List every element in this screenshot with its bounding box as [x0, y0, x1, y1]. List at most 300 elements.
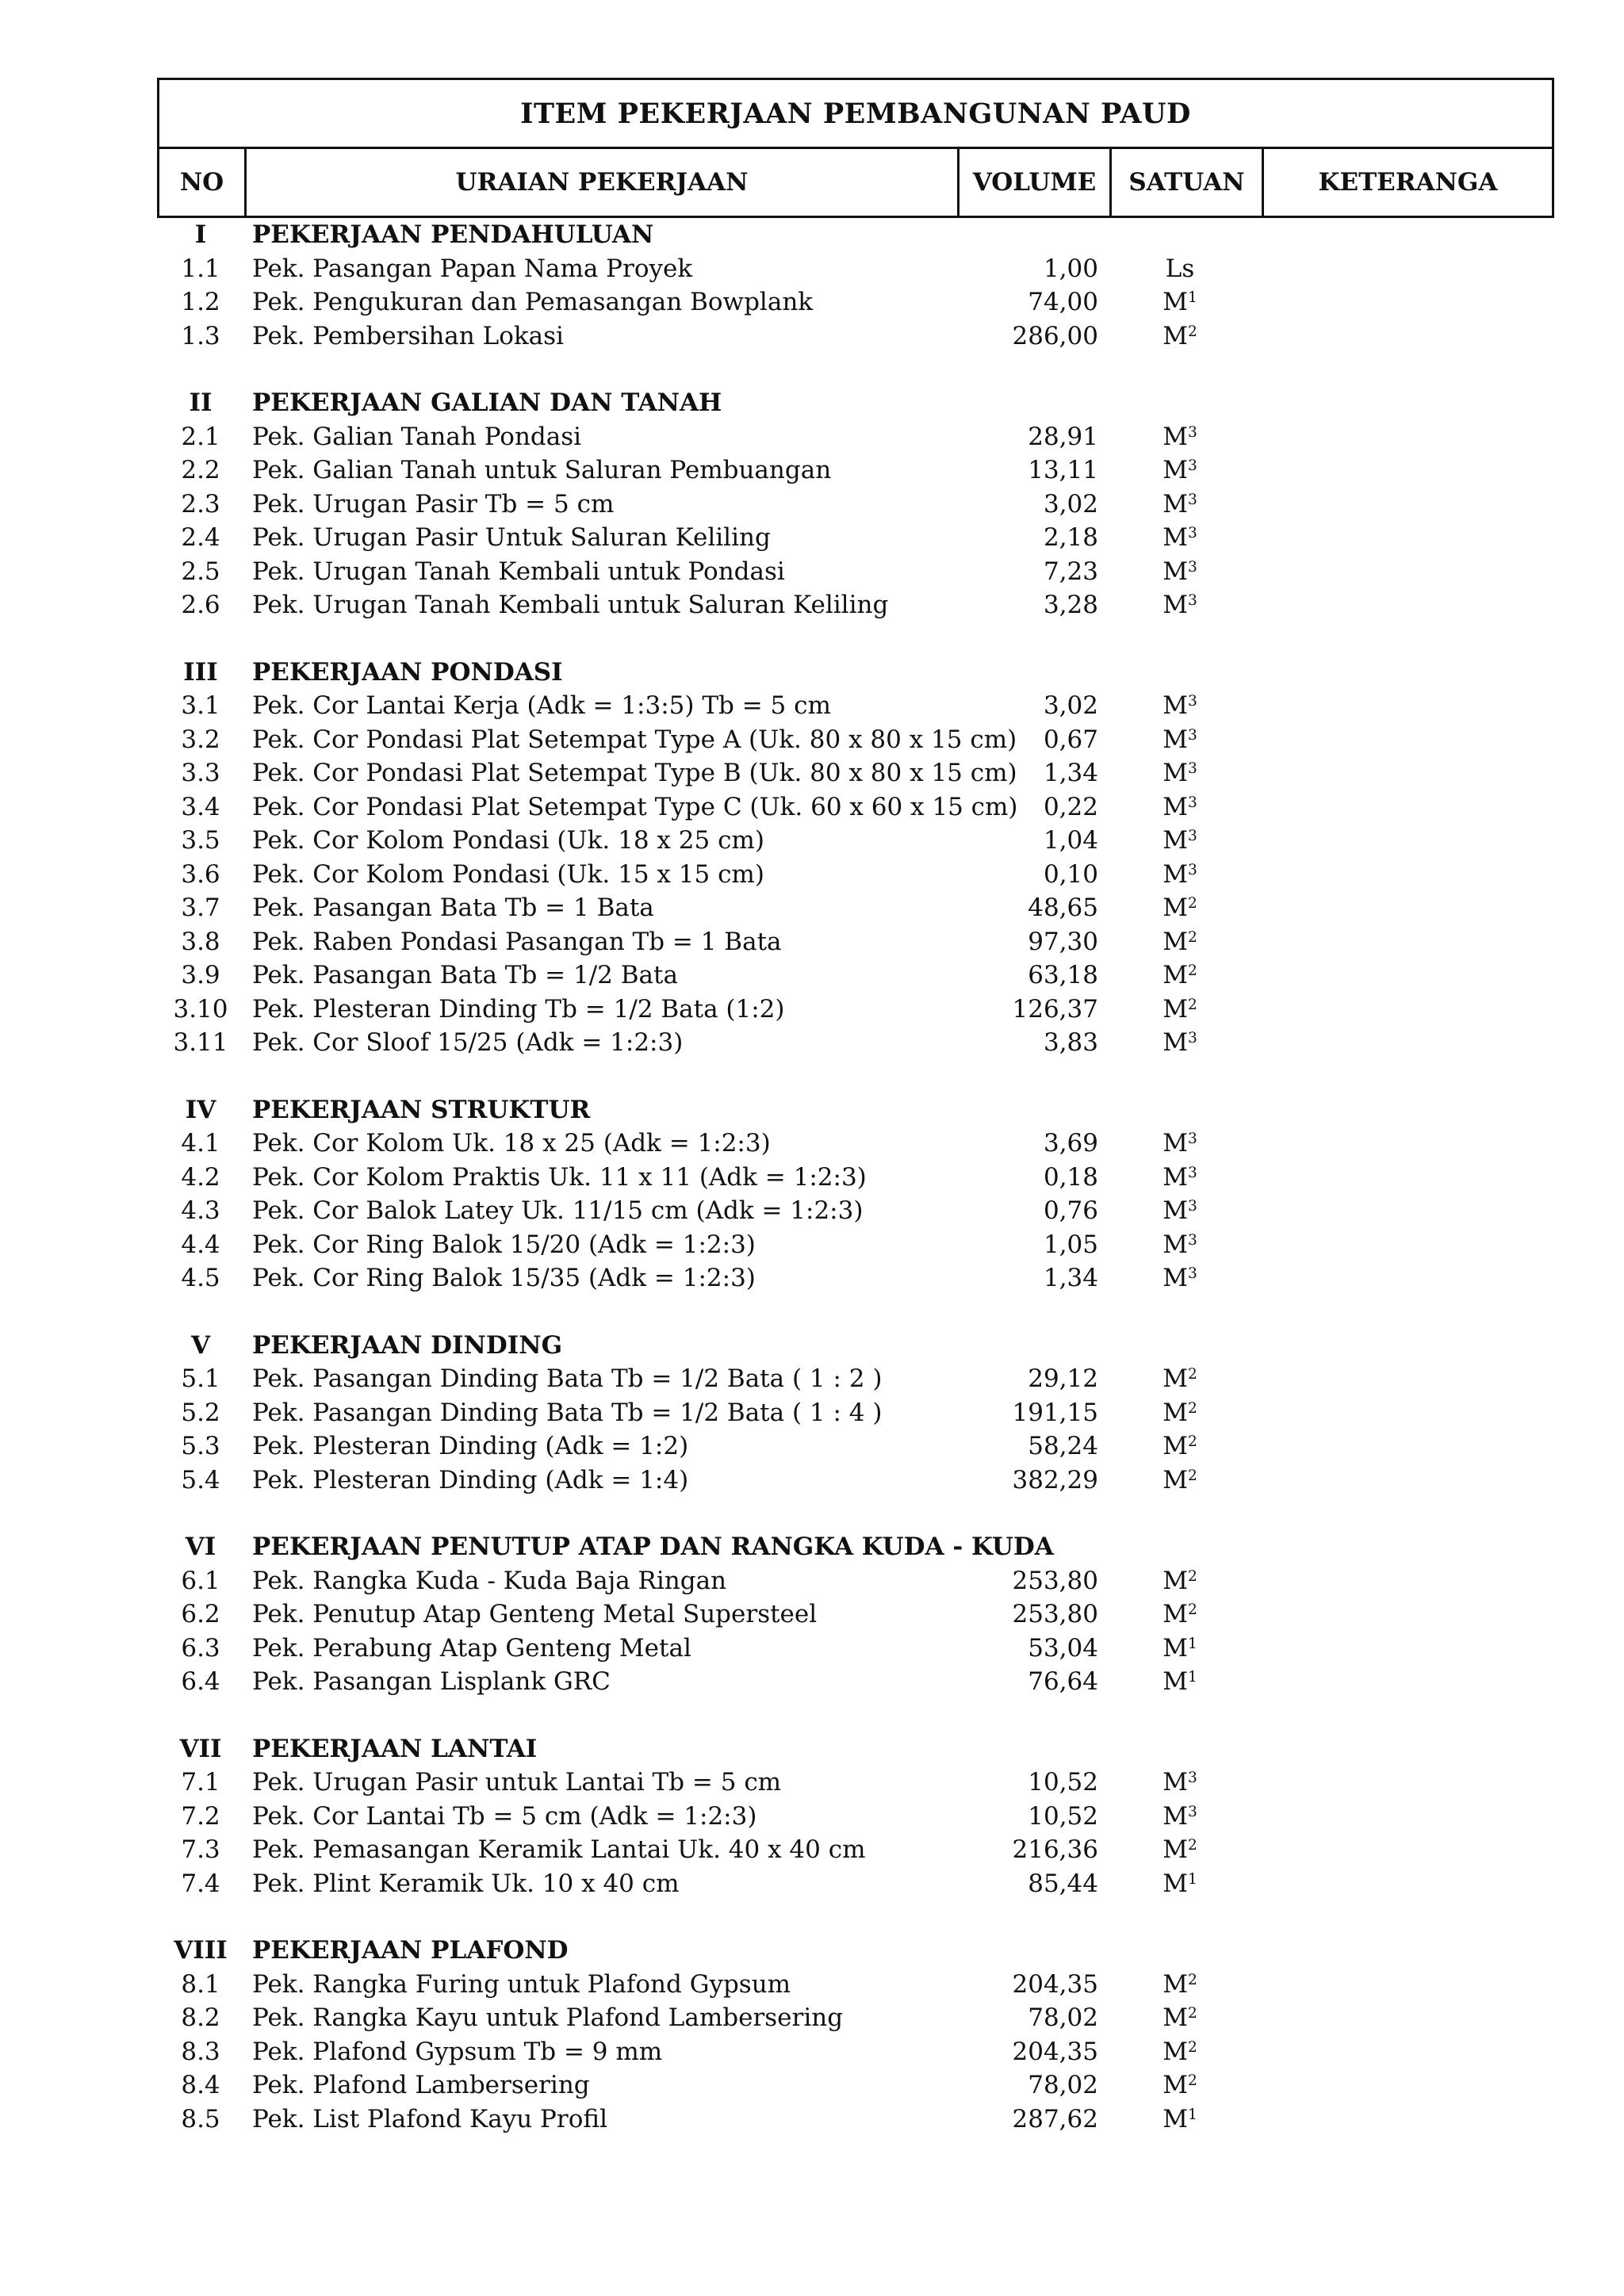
section-number: VIII: [174, 1936, 228, 1965]
item-satuan: [1098, 322, 1262, 350]
unit-exponent: 3: [1187, 1231, 1197, 1249]
unit-exponent: 2: [1187, 1601, 1197, 1619]
unit-exponent: 2: [1187, 895, 1197, 913]
unit-base: M: [1162, 2071, 1188, 2100]
item-number: 7.2: [181, 1801, 220, 1831]
unit-exponent: 2: [1187, 1567, 1197, 1585]
item-number: 2.3: [181, 489, 220, 519]
item-number: 5.2: [181, 1398, 220, 1427]
section-number: III: [183, 657, 218, 687]
header-uraian: URAIAN PEKERJAAN: [247, 149, 959, 216]
unit-base: M: [1162, 1129, 1188, 1158]
item-number: 1.1: [181, 254, 220, 283]
item-uraian: Pek. Cor Kolom Pondasi (Uk. 15 x 15 cm): [252, 859, 764, 889]
section-title: PEKERJAAN PLAFOND: [252, 1936, 569, 1965]
item-number: 4.2: [181, 1162, 220, 1192]
unit-exponent: 2: [1187, 996, 1197, 1013]
item-satuan: [1098, 456, 1262, 484]
unit-exponent: 2: [1187, 1399, 1197, 1417]
item-volume: 216,36: [1012, 1835, 1098, 1865]
unit-exponent: 2: [1187, 1467, 1197, 1484]
unit-base: M: [1162, 2104, 1188, 2133]
item-number: 4.5: [181, 1264, 220, 1293]
item-number: 5.1: [181, 1364, 220, 1394]
item-uraian: Pek. Pengukuran dan Pemasangan Bowplank: [252, 288, 814, 317]
item-satuan: [1098, 961, 1262, 989]
item-uraian: Pek. Raben Pondasi Pasangan Tb = 1 Bata: [252, 927, 782, 956]
item-volume: 0,67: [1043, 725, 1098, 754]
item-satuan: [1098, 1364, 1262, 1393]
unit-base: M: [1162, 1566, 1188, 1595]
item-uraian: Pek. Plesteran Dinding (Adk = 1:4): [252, 1465, 689, 1494]
table-row: [157, 1464, 1554, 1498]
item-satuan: [1098, 826, 1262, 855]
item-number: 3.10: [173, 994, 228, 1024]
item-uraian: Pek. Plesteran Dinding Tb = 1/2 Bata (1:2): [252, 994, 785, 1024]
item-volume: 1,00: [1043, 254, 1098, 283]
unit-base: M: [1162, 456, 1188, 485]
item-volume: 3,69: [1043, 1129, 1098, 1158]
item-volume: 382,29: [1012, 1465, 1098, 1494]
item-number: 2.1: [181, 422, 220, 451]
unit-exponent: 3: [1187, 1770, 1197, 1787]
item-uraian: Pek. Cor Ring Balok 15/20 (Adk = 1:2:3): [252, 1230, 756, 1259]
table-row: [157, 790, 1554, 825]
item-number: 6.1: [181, 1566, 220, 1595]
item-number: 3.11: [173, 1028, 228, 1058]
item-number: 8.4: [181, 2071, 220, 2100]
unit-base: Ls: [1165, 254, 1195, 283]
unit-base: M: [1162, 1230, 1188, 1259]
unit-exponent: 1: [1187, 1870, 1197, 1888]
section-title: PEKERJAAN STRUKTUR: [252, 1095, 591, 1124]
item-uraian: Pek. Plafond Lambersering: [252, 2071, 590, 2100]
item-satuan: [1098, 1634, 1262, 1663]
item-satuan: [1098, 423, 1262, 451]
table-row: [157, 858, 1554, 892]
unit-base: M: [1162, 927, 1188, 956]
unit-base: M: [1162, 1835, 1188, 1865]
item-satuan: [1098, 928, 1262, 956]
item-volume: 7,23: [1043, 557, 1098, 586]
item-satuan: [1098, 1028, 1262, 1057]
item-uraian: Pek. Cor Pondasi Plat Setempat Type C (Uk. 60 x 60 x 15 cm): [252, 792, 1018, 821]
header-no: NO: [159, 149, 247, 216]
item-volume: 0,76: [1043, 1196, 1098, 1226]
item-uraian: Pek. Cor Sloof 15/25 (Adk = 1:2:3): [252, 1028, 684, 1058]
table-row: [157, 756, 1554, 790]
unit-base: M: [1162, 1028, 1188, 1058]
unit-base: M: [1162, 2003, 1188, 2033]
unit-base: M: [1162, 557, 1188, 586]
unit-exponent: 3: [1187, 1131, 1197, 1148]
item-volume: 78,02: [1028, 2071, 1098, 2100]
item-volume: 0,22: [1043, 792, 1098, 821]
item-number: 1.2: [181, 288, 220, 317]
item-volume: 76,64: [1028, 1667, 1098, 1697]
unit-exponent: 1: [1187, 2106, 1197, 2123]
unit-exponent: 2: [1187, 962, 1197, 980]
table-header: [157, 78, 1554, 218]
table-row: [157, 1665, 1554, 1699]
section-number: II: [189, 388, 213, 418]
item-volume: 286,00: [1012, 321, 1098, 350]
unit-exponent: 3: [1187, 760, 1197, 778]
section-1: [157, 218, 1554, 353]
item-volume: 1,34: [1043, 1264, 1098, 1293]
item-number: 3.4: [181, 792, 220, 821]
item-uraian: Pek. Pasangan Lisplank GRC: [252, 1667, 611, 1697]
item-uraian: Pek. Cor Pondasi Plat Setempat Type B (Uk. 80 x 80 x 15 cm): [252, 759, 1017, 788]
unit-exponent: 3: [1187, 828, 1197, 845]
item-volume: 3,28: [1043, 591, 1098, 620]
section-title: PEKERJAAN PENDAHULUAN: [252, 220, 654, 250]
table-row: [157, 320, 1554, 354]
item-satuan: [1098, 759, 1262, 787]
item-number: 7.1: [181, 1768, 220, 1797]
item-satuan: [1098, 1163, 1262, 1192]
item-satuan: [1098, 1835, 1262, 1864]
column-headers: [159, 149, 1552, 216]
unit-exponent: 3: [1187, 1265, 1197, 1283]
table-row: [157, 1194, 1554, 1228]
unit-exponent: 1: [1187, 1669, 1197, 1686]
section-heading: [157, 1530, 1554, 1564]
item-volume: 2,18: [1043, 523, 1098, 553]
unit-base: M: [1162, 1162, 1188, 1192]
item-number: 8.5: [181, 2104, 220, 2133]
item-satuan: [1098, 2105, 1262, 2133]
item-number: 3.8: [181, 927, 220, 956]
item-satuan: [1098, 254, 1262, 283]
table-row: [157, 1261, 1554, 1295]
item-satuan: [1098, 1432, 1262, 1460]
table-row: [157, 1228, 1554, 1262]
table-row: [157, 959, 1554, 993]
unit-exponent: 3: [1187, 592, 1197, 610]
item-uraian: Pek. Pasangan Dinding Bata Tb = 1/2 Bata ( 1 : 2 ): [252, 1364, 883, 1394]
unit-exponent: 3: [1187, 693, 1197, 710]
unit-base: M: [1162, 1465, 1188, 1494]
item-volume: 0,18: [1043, 1162, 1098, 1192]
unit-base: M: [1162, 1768, 1188, 1797]
unit-base: M: [1162, 1432, 1188, 1461]
unit-exponent: 2: [1187, 323, 1197, 340]
section-5: [157, 1329, 1554, 1498]
item-uraian: Pek. Cor Balok Latey Uk. 11/15 cm (Adk = 1:2:3): [252, 1196, 864, 1226]
item-satuan: [1098, 523, 1262, 552]
item-uraian: Pek. Plesteran Dinding (Adk = 1:2): [252, 1432, 689, 1461]
item-number: 7.3: [181, 1835, 220, 1865]
unit-base: M: [1162, 725, 1188, 754]
unit-base: M: [1162, 422, 1188, 451]
table-row: [157, 1564, 1554, 1598]
table-row: [157, 521, 1554, 555]
item-volume: 3,02: [1043, 691, 1098, 721]
item-number: 2.6: [181, 591, 220, 620]
section-2: [157, 386, 1554, 622]
item-satuan: [1098, 894, 1262, 922]
unit-exponent: 3: [1187, 1803, 1197, 1820]
section-heading: [157, 386, 1554, 420]
item-volume: 3,83: [1043, 1028, 1098, 1058]
table-row: [157, 453, 1554, 488]
section-heading: [157, 1093, 1554, 1127]
item-satuan: [1098, 2003, 1262, 2032]
section-title: PEKERJAAN PENUTUP ATAP DAN RANGKA KUDA - KUDA: [252, 1533, 1054, 1562]
table-row: [157, 1598, 1554, 1632]
table-row: [157, 1800, 1554, 1834]
table-row: [157, 1632, 1554, 1666]
item-satuan: [1098, 793, 1262, 821]
section-title: PEKERJAAN PONDASI: [252, 657, 563, 687]
item-uraian: Pek. Cor Lantai Kerja (Adk = 1:3:5) Tb = 5 cm: [252, 691, 831, 721]
section-title: PEKERJAAN DINDING: [252, 1330, 563, 1360]
item-uraian: Pek. Pasangan Dinding Bata Tb = 1/2 Bata ( 1 : 4 ): [252, 1398, 883, 1427]
item-volume: 3,02: [1043, 489, 1098, 519]
unit-exponent: 2: [1187, 1971, 1197, 1988]
table-row: [157, 1127, 1554, 1161]
unit-base: M: [1162, 1196, 1188, 1226]
item-satuan: [1098, 1230, 1262, 1259]
item-volume: 204,35: [1012, 2037, 1098, 2066]
section-heading: [157, 1329, 1554, 1363]
table-row: [157, 1026, 1554, 1060]
section-heading: [157, 1732, 1554, 1766]
item-uraian: Pek. Cor Lantai Tb = 5 cm (Adk = 1:2:3): [252, 1801, 757, 1831]
item-uraian: Pek. Cor Kolom Praktis Uk. 11 x 11 (Adk = 1:2:3): [252, 1162, 867, 1192]
item-satuan: [1098, 1264, 1262, 1292]
item-uraian: Pek. Plint Keramik Uk. 10 x 40 cm: [252, 1869, 680, 1898]
item-uraian: Pek. Urugan Pasir Untuk Saluran Keliling: [252, 523, 771, 553]
item-uraian: Pek. Cor Ring Balok 15/35 (Adk = 1:2:3): [252, 1264, 756, 1293]
section-8: [157, 1934, 1554, 2136]
unit-base: M: [1162, 523, 1188, 553]
table-row: [157, 689, 1554, 723]
unit-base: M: [1162, 792, 1188, 821]
item-volume: 29,12: [1028, 1364, 1098, 1394]
table-row: [157, 1161, 1554, 1195]
table-row: [157, 2035, 1554, 2069]
item-satuan: [1098, 1768, 1262, 1797]
unit-exponent: 3: [1187, 423, 1197, 441]
item-volume: 1,04: [1043, 826, 1098, 855]
unit-base: M: [1162, 826, 1188, 855]
item-number: 3.1: [181, 691, 220, 721]
table-row: [157, 1429, 1554, 1464]
item-volume: 1,05: [1043, 1230, 1098, 1259]
section-heading: [157, 656, 1554, 690]
item-volume: 126,37: [1012, 994, 1098, 1024]
table-row: [157, 1766, 1554, 1800]
item-satuan: [1098, 1129, 1262, 1158]
item-number: 3.7: [181, 894, 220, 923]
item-satuan: [1098, 1600, 1262, 1628]
item-volume: 10,52: [1028, 1768, 1098, 1797]
item-volume: 78,02: [1028, 2003, 1098, 2033]
item-volume: 97,30: [1028, 927, 1098, 956]
item-uraian: Pek. Urugan Tanah Kembali untuk Saluran Keliling: [252, 591, 889, 620]
unit-base: M: [1162, 288, 1188, 317]
item-satuan: [1098, 1667, 1262, 1696]
item-volume: 85,44: [1028, 1869, 1098, 1898]
table-row: [157, 1867, 1554, 1901]
item-number: 6.2: [181, 1600, 220, 1629]
item-uraian: Pek. Rangka Kayu untuk Plafond Lambersering: [252, 2003, 844, 2033]
unit-base: M: [1162, 321, 1188, 350]
item-number: 8.2: [181, 2003, 220, 2033]
item-uraian: Pek. Urugan Pasir Tb = 5 cm: [252, 489, 615, 519]
unit-base: M: [1162, 1633, 1188, 1663]
unit-exponent: 2: [1187, 1837, 1197, 1854]
table-row: [157, 488, 1554, 522]
section-number: V: [190, 1330, 211, 1360]
item-satuan: [1098, 1802, 1262, 1831]
unit-exponent: 3: [1187, 525, 1197, 542]
unit-base: M: [1162, 961, 1188, 990]
item-volume: 48,65: [1028, 894, 1098, 923]
unit-base: M: [1162, 1398, 1188, 1427]
unit-base: M: [1162, 859, 1188, 889]
item-volume: 1,34: [1043, 759, 1098, 788]
item-volume: 28,91: [1028, 422, 1098, 451]
unit-base: M: [1162, 2037, 1188, 2066]
table-row: [157, 2068, 1554, 2103]
table-row: [157, 824, 1554, 858]
unit-base: M: [1162, 691, 1188, 721]
table-row: [157, 420, 1554, 454]
item-satuan: [1098, 288, 1262, 316]
item-satuan: [1098, 2071, 1262, 2099]
item-uraian: Pek. Galian Tanah Pondasi: [252, 422, 582, 451]
section-heading: [157, 218, 1554, 252]
section-heading: [157, 1934, 1554, 1968]
item-volume: 0,10: [1043, 859, 1098, 889]
header-keterangan: KETERANGA: [1318, 168, 1498, 197]
page-title: ITEM PEKERJAAN PEMBANGUNAN PAUD: [159, 80, 1552, 149]
unit-base: M: [1162, 1364, 1188, 1394]
section-number: I: [194, 220, 207, 250]
item-satuan: [1098, 1970, 1262, 1999]
item-volume: 191,15: [1012, 1398, 1098, 1427]
item-uraian: Pek. Urugan Tanah Kembali untuk Pondasi: [252, 557, 785, 586]
item-satuan: [1098, 995, 1262, 1024]
unit-exponent: 2: [1187, 2038, 1197, 2056]
item-uraian: Pek. Rangka Kuda - Kuda Baja Ringan: [252, 1566, 727, 1595]
unit-exponent: 2: [1187, 928, 1197, 946]
unit-base: M: [1162, 1600, 1188, 1629]
item-uraian: Pek. Cor Kolom Uk. 18 x 25 (Adk = 1:2:3): [252, 1129, 771, 1158]
table-row: [157, 2001, 1554, 2035]
unit-base: M: [1162, 1667, 1188, 1697]
item-uraian: Pek. Plafond Gypsum Tb = 9 mm: [252, 2037, 663, 2066]
item-number: 1.3: [181, 321, 220, 350]
unit-exponent: 3: [1187, 861, 1197, 878]
table-row: [157, 993, 1554, 1027]
section-number: VII: [179, 1734, 222, 1763]
item-number: 3.9: [181, 961, 220, 990]
unit-base: M: [1162, 894, 1188, 923]
unit-exponent: 3: [1187, 726, 1197, 744]
table-row: [157, 252, 1554, 286]
section-4: [157, 1093, 1554, 1295]
unit-base: M: [1162, 1801, 1188, 1831]
unit-exponent: 3: [1187, 558, 1197, 576]
section-title: PEKERJAAN LANTAI: [252, 1734, 538, 1763]
item-uraian: Pek. Pembersihan Lokasi: [252, 321, 564, 350]
item-uraian: Pek. Urugan Pasir untuk Lantai Tb = 5 cm: [252, 1768, 782, 1797]
unit-exponent: 1: [1187, 289, 1197, 307]
table-row: [157, 1833, 1554, 1867]
table-row: [157, 1362, 1554, 1396]
item-satuan: [1098, 591, 1262, 619]
item-number: 3.6: [181, 859, 220, 889]
unit-exponent: 3: [1187, 491, 1197, 508]
unit-base: M: [1162, 591, 1188, 620]
table-row: [157, 723, 1554, 757]
header-volume: VOLUME: [959, 149, 1112, 216]
item-number: 8.1: [181, 1969, 220, 1999]
item-number: 5.3: [181, 1432, 220, 1461]
document-sheet: [157, 78, 1554, 2169]
item-satuan: [1098, 490, 1262, 519]
unit-exponent: 3: [1187, 1030, 1197, 1047]
section-number: VI: [185, 1533, 216, 1562]
item-number: 4.3: [181, 1196, 220, 1226]
item-number: 4.1: [181, 1129, 220, 1158]
unit-base: M: [1162, 1969, 1188, 1999]
item-satuan: [1098, 691, 1262, 720]
unit-exponent: 3: [1187, 1164, 1197, 1181]
section-7: [157, 1732, 1554, 1901]
section-6: [157, 1530, 1554, 1699]
item-number: 3.5: [181, 826, 220, 855]
table-row: [157, 555, 1554, 589]
item-volume: 287,62: [1012, 2104, 1098, 2133]
item-volume: 253,80: [1012, 1566, 1098, 1595]
item-number: 2.5: [181, 557, 220, 586]
unit-exponent: 3: [1187, 794, 1197, 811]
item-number: 3.2: [181, 725, 220, 754]
table-row: [157, 891, 1554, 925]
item-number: 5.4: [181, 1465, 220, 1494]
header-satuan: SATUAN: [1112, 149, 1264, 216]
item-number: 8.3: [181, 2037, 220, 2066]
item-uraian: Pek. Pasangan Bata Tb = 1 Bata: [252, 894, 654, 923]
table-row: [157, 1396, 1554, 1430]
item-uraian: Pek. Pasangan Bata Tb = 1/2 Bata: [252, 961, 678, 990]
section-title: PEKERJAAN GALIAN DAN TANAH: [252, 388, 722, 418]
item-uraian: Pek. Perabung Atap Genteng Metal: [252, 1633, 691, 1663]
item-satuan: [1098, 725, 1262, 754]
item-number: 4.4: [181, 1230, 220, 1259]
item-number: 2.4: [181, 523, 220, 553]
unit-exponent: 2: [1187, 2005, 1197, 2022]
unit-base: M: [1162, 1869, 1188, 1898]
section-number: IV: [185, 1095, 216, 1124]
unit-exponent: 2: [1187, 1433, 1197, 1451]
item-volume: 10,52: [1028, 1801, 1098, 1831]
item-volume: 53,04: [1028, 1633, 1098, 1663]
item-number: 3.3: [181, 759, 220, 788]
unit-base: M: [1162, 994, 1188, 1024]
unit-base: M: [1162, 1264, 1188, 1293]
item-satuan: [1098, 1869, 1262, 1898]
item-satuan: [1098, 1399, 1262, 1427]
unit-exponent: 2: [1187, 2072, 1197, 2090]
item-uraian: Pek. Galian Tanah untuk Saluran Pembuangan: [252, 456, 832, 485]
unit-exponent: 3: [1187, 457, 1197, 475]
